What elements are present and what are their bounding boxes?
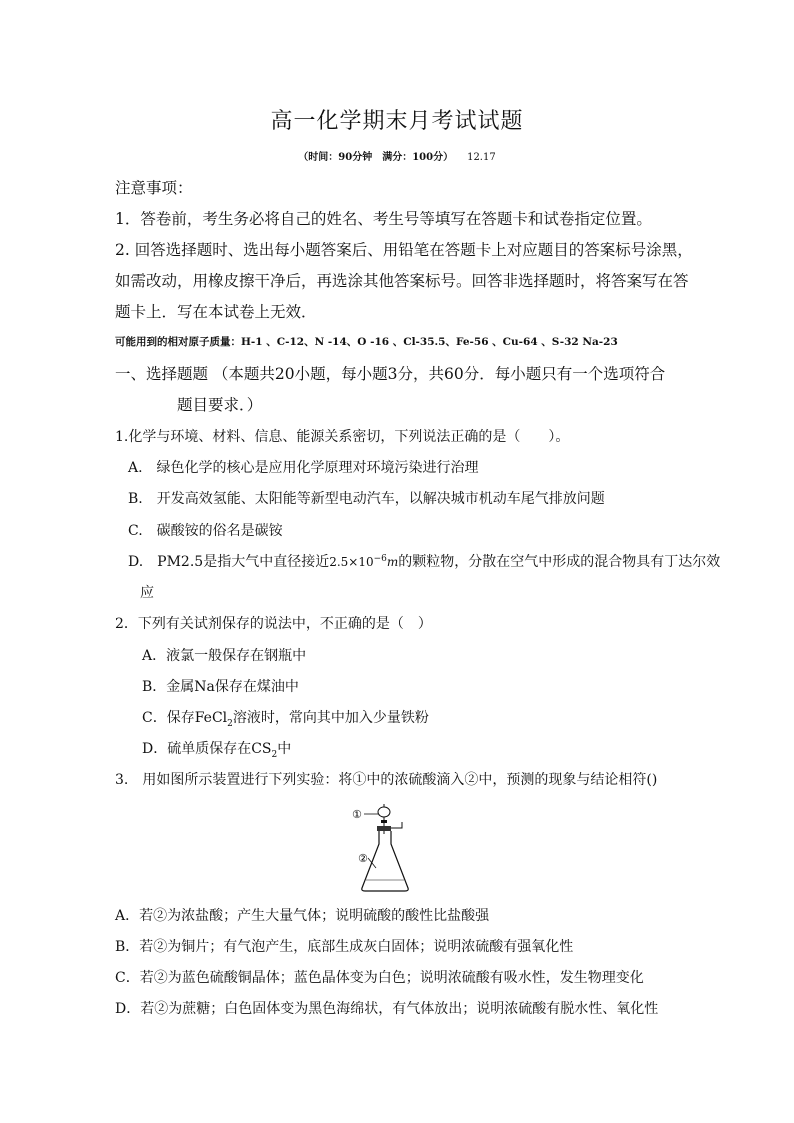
notes-heading: 注意事项： xyxy=(115,179,193,197)
question-2-stem: 2．下列有关试剂保存的说法中，不正确的是（ ） xyxy=(115,616,432,632)
exam-date: 12.17 xyxy=(467,152,496,163)
section-1-heading-line-2: 题目要求．） xyxy=(177,396,263,414)
figure-label-1: ① xyxy=(352,808,362,821)
question-3-stem: 3. 用如图所示装置进行下列实验：将①中的浓硫酸滴入②中，预测的现象与结论相符() xyxy=(115,772,658,788)
notes-item-1: 1．答卷前，考生务必将自己的姓名、考生号等填写在答题卡和试卷指定位置。 xyxy=(115,210,652,228)
question-1-option-d-line-2: 应 xyxy=(140,585,154,601)
question-1-option-a: A. 绿色化学的核心是应用化学原理对环境污染进行治理 xyxy=(128,460,479,476)
notes-item-2-line-3: 题卡上．写在本试卷上无效． xyxy=(115,303,317,321)
atomic-masses: 可能用到的相对原子质量：H-1 、C-12、N -14、O -16 、Cl-35.5、Fe-56 、Cu-64 、S-32 Na-23 xyxy=(115,336,618,348)
question-3-option-d: D．若②为蔗糖；白色固体变为黑色海绵状，有气体放出；说明浓硫酸有脱水性、氧化性 xyxy=(115,1001,659,1017)
question-2-option-a: A．液氯一般保存在钢瓶中 xyxy=(142,648,307,664)
figure-label-2: ② xyxy=(358,852,368,865)
question-1-option-d xyxy=(128,551,720,571)
flask-apparatus-figure xyxy=(350,800,420,896)
stopcock xyxy=(381,820,387,823)
question-1-option-b: B. 开发高效氢能、太阳能等新型电动汽车，以解决城市机动车尾气排放问题 xyxy=(128,491,605,507)
question-3-option-a: A．若②为浓盐酸；产生大量气体；说明硫酸的酸性比盐酸强 xyxy=(115,908,490,924)
exam-title: 高一化学期末月考试试题 xyxy=(270,109,524,134)
question-1-stem: 1.化学与环境、材料、信息、能源关系密切，下列说法正确的是（ ）。 xyxy=(115,429,570,445)
question-1-option-d-text-2: 的颗粒物，分散在空气中形成的混合物具有丁达尔效 xyxy=(398,554,721,570)
question-3-option-c: C．若②为蓝色硫酸铜晶体；蓝色晶体变为白色；说明浓硫酸有吸水性，发生物理变化 xyxy=(115,970,644,986)
question-1-option-d-formula: $2.5\times 10^{-6}m$ xyxy=(329,554,399,569)
exam-time-score: （时间：90分钟 满分：100分） xyxy=(298,152,454,163)
exam-subtitle xyxy=(0,148,794,163)
erlenmeyer-flask xyxy=(362,831,408,891)
question-1-option-d-text: D. PM2.5是指大气中直径接近 xyxy=(128,554,330,570)
notes-item-2-line-1: 2. 回答选择题时、选出每小题答案后、用铅笔在答题卡上对应题目的答案标号涂黑， xyxy=(115,241,693,259)
question-2-option-b: B．金属Na保存在煤油中 xyxy=(142,679,299,695)
delivery-tube xyxy=(391,822,402,828)
question-1-option-c: C. 碳酸铵的俗名是碳铵 xyxy=(128,523,283,539)
question-2-option-c: C．保存FeCl$_2$溶液时，常向其中加入少量铁粉 xyxy=(142,710,429,729)
stopper xyxy=(377,826,391,831)
funnel-bulb xyxy=(378,807,390,817)
section-1-heading: 一、选择题题 （本题共20小题，每小题3分，共60分．每小题只有一个选项符合 xyxy=(115,365,666,383)
question-3-option-b: B．若②为铜片；有气泡产生，底部生成灰白固体；说明浓硫酸有强氧化性 xyxy=(115,939,574,955)
question-2-option-d: D．硫单质保存在$CS_2$中 xyxy=(142,741,292,760)
notes-item-2-line-2: 如需改动，用橡皮擦干净后，再选涂其他答案标号。回答非选择题时，将答案写在答 xyxy=(115,272,689,290)
